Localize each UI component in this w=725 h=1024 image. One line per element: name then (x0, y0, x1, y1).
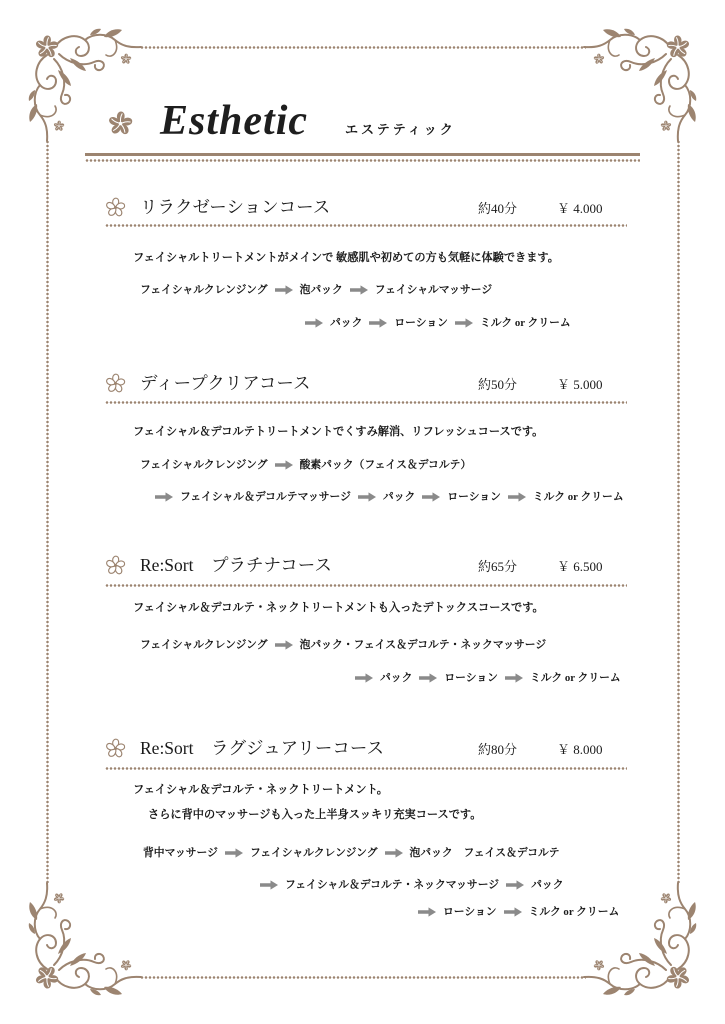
flow-step: 泡パック (299, 284, 343, 296)
arrow-right-icon (225, 848, 243, 858)
course-name: リラクゼーションコース (140, 197, 331, 217)
arrow-right-icon (355, 673, 373, 683)
page-title: Esthetic (160, 98, 309, 144)
section-divider (105, 584, 627, 587)
frame-border-top (140, 46, 586, 49)
flow-step: ローション (443, 906, 497, 918)
course-duration: 約80分 (478, 742, 518, 757)
flow-step: ローション (394, 317, 448, 329)
arrow-right-icon (275, 460, 293, 470)
flow-step: フェイシャルクレンジング (140, 639, 268, 651)
corner-ornament-bottom-left-icon (28, 881, 143, 996)
arrow-right-icon (260, 880, 278, 890)
arrow-right-icon (505, 673, 523, 683)
frame-border-right (677, 140, 680, 884)
treatment-flow-line (418, 905, 619, 919)
flow-step: ミルク or クリーム (529, 672, 621, 684)
treatment-flow-line (140, 283, 492, 297)
header-rule-dotted (85, 159, 640, 162)
flow-step: 酸素パック（フェイス＆デコルテ） (299, 459, 472, 471)
arrow-right-icon (275, 640, 293, 650)
flow-step: フェイシャルクレンジング (140, 459, 268, 471)
arrow-right-icon (422, 492, 440, 502)
frame-border-bottom (140, 976, 586, 979)
flow-step: ミルク or クリーム (479, 317, 571, 329)
flower-icon (107, 110, 134, 137)
course-deep-clear (0, 372, 725, 503)
arrow-right-icon (506, 880, 524, 890)
page-subtitle: エステティック (345, 122, 456, 137)
flow-step: ローション (444, 672, 498, 684)
treatment-flow-line (260, 878, 564, 892)
flower-icon (105, 738, 126, 759)
arrow-right-icon (385, 848, 403, 858)
arrow-right-icon (358, 492, 376, 502)
course-description: フェイシャル＆デコルテ・ネックトリートメント。 (133, 784, 388, 796)
course-duration: 約65分 (478, 559, 518, 574)
flow-step: パック (382, 491, 416, 503)
flow-step: フェイシャルクレンジング (140, 284, 268, 296)
course-resort-luxury (0, 737, 725, 918)
arrow-right-icon (504, 907, 522, 917)
arrow-right-icon (155, 492, 173, 502)
treatment-flow-line (140, 458, 471, 472)
corner-ornament-top-right-icon (582, 28, 697, 143)
frame-border-left (46, 140, 49, 884)
arrow-right-icon (305, 318, 323, 328)
flow-step: 背中マッサージ (143, 847, 218, 859)
course-duration: 約50分 (478, 377, 518, 392)
course-price: ￥ 8.000 (557, 742, 603, 757)
flow-step: フェイシャル＆デコルテマッサージ (180, 491, 351, 503)
flow-step: 泡パック フェイス＆デコルテ (409, 847, 560, 859)
flow-step: ローション (447, 491, 501, 503)
arrow-right-icon (275, 285, 293, 295)
flow-step: フェイシャル＆デコルテ・ネックマッサージ (285, 879, 500, 891)
header-rule (85, 153, 640, 156)
course-resort-platinum (0, 554, 725, 684)
course-description: フェイシャルトリートメントがメインで 敏感肌や初めての方も気軽に体験できます。 (133, 252, 559, 264)
flow-step: パック (380, 672, 413, 684)
flower-icon (105, 555, 126, 576)
section-divider (105, 401, 627, 404)
treatment-flow-line (143, 846, 560, 860)
course-price: ￥ 6.500 (557, 559, 603, 574)
arrow-right-icon (418, 907, 436, 917)
arrow-right-icon (508, 492, 526, 502)
corner-ornament-bottom-right-icon (582, 881, 697, 996)
flow-step: パック (330, 317, 363, 329)
course-name: Re:Sort ラグジュアリーコース (140, 738, 385, 758)
course-price: ￥ 5.000 (557, 377, 603, 392)
flow-step: ミルク or クリーム (532, 491, 624, 503)
flow-step: パック (531, 879, 564, 891)
course-duration: 約40分 (478, 201, 518, 216)
flower-icon (105, 197, 126, 218)
course-name: ディープクリアコース (140, 373, 311, 393)
arrow-right-icon (419, 673, 437, 683)
arrow-right-icon (369, 318, 387, 328)
course-description: フェイシャル＆デコルテ・ネックトリートメントも入ったデトックスコースです。 (133, 602, 544, 614)
flower-icon (105, 373, 126, 394)
course-relaxation (0, 196, 725, 329)
course-description: さらに背中のマッサージも入った上半身スッキリ充実コースです。 (148, 809, 482, 821)
arrow-right-icon (455, 318, 473, 328)
flow-step: フェイシャルクレンジング (249, 847, 378, 859)
course-description: フェイシャル＆デコルテトリートメントでくすみ解消、リフレッシュコースです。 (133, 426, 544, 438)
section-divider (105, 767, 627, 770)
treatment-flow-line (305, 316, 571, 330)
course-name: Re:Sort プラチナコース (140, 555, 332, 575)
section-divider (105, 224, 627, 227)
flow-step: フェイシャルマッサージ (374, 284, 493, 296)
flow-step: 泡パック・フェイス＆デコルテ・ネックマッサージ (299, 639, 547, 651)
course-price: ￥ 4.000 (557, 201, 603, 216)
arrow-right-icon (350, 285, 368, 295)
flow-step: ミルク or クリーム (528, 906, 620, 918)
treatment-flow-line (155, 490, 624, 504)
treatment-flow-line (355, 671, 621, 685)
treatment-flow-line (140, 638, 546, 652)
